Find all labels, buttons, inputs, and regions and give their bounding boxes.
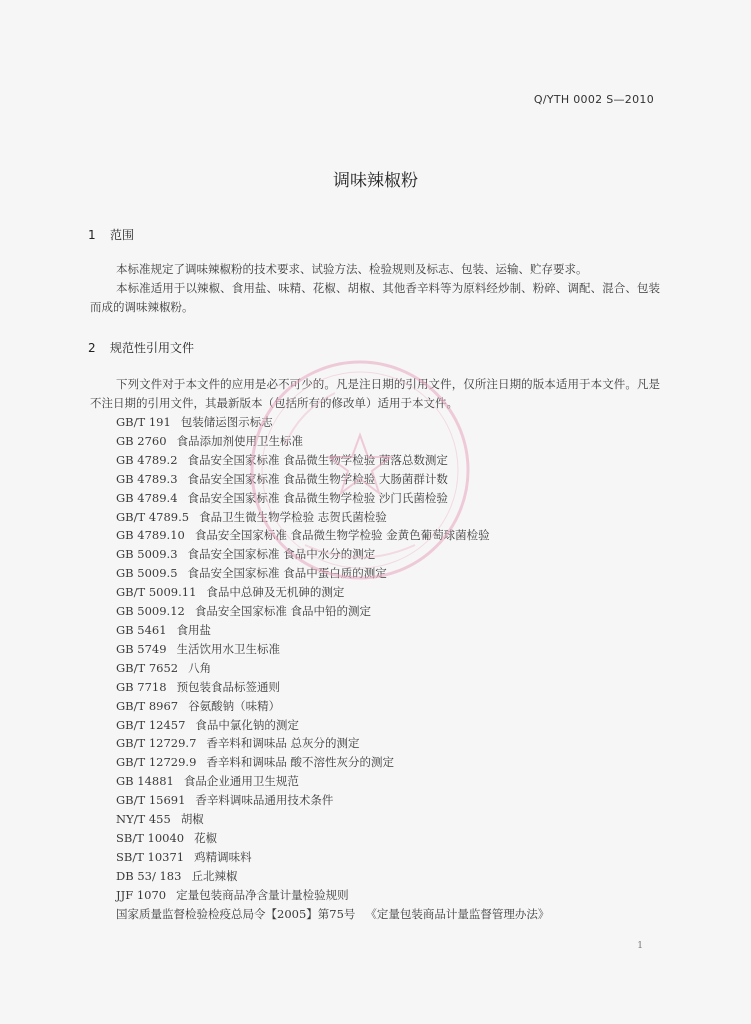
reference-code: GB/T 4789.5: [116, 509, 190, 524]
section-1-heading: [88, 226, 134, 243]
section-1-number: 1: [88, 228, 96, 242]
reference-code: GB 4789.2: [116, 452, 178, 467]
reference-item: [116, 451, 549, 470]
reference-code: GB/T 8967: [116, 698, 179, 713]
reference-item: [116, 564, 549, 583]
reference-title: 食品安全国家标准 食品微生物学检验 沙门氏菌检验: [187, 490, 448, 505]
reference-title: 食品安全国家标准 食品微生物学检验 金黄色葡萄球菌检验: [194, 528, 490, 543]
reference-item: [116, 829, 549, 848]
reference-item: [116, 489, 549, 508]
reference-code: GB 4789.3: [116, 471, 178, 486]
reference-title: 食品中总砷及无机砷的测定: [206, 585, 345, 600]
reference-item: [116, 470, 549, 489]
reference-code: GB 5461: [116, 622, 167, 637]
reference-item: [116, 545, 549, 564]
reference-title: 食品安全国家标准 食品微生物学检验 菌落总数测定: [187, 452, 448, 467]
reference-code: GB/T 5009.11: [116, 585, 197, 600]
reference-code: GB 4789.10: [116, 528, 185, 543]
section-2-heading: [88, 339, 194, 356]
reference-item: [116, 886, 549, 905]
reference-title: 食品安全国家标准 食品中水分的测定: [187, 547, 376, 562]
reference-item: [116, 772, 549, 791]
reference-title: 食品卫生微生物学检验 志贺氏菌检验: [199, 509, 387, 524]
reference-code: GB/T 7652: [116, 660, 179, 675]
reference-item: [116, 734, 549, 753]
reference-title: 香辛料调味品通用技术条件: [195, 793, 334, 808]
reference-list: [116, 413, 549, 923]
reference-item: [116, 753, 549, 772]
reference-item: [116, 697, 549, 716]
section-2-title: 规范性引用文件: [110, 341, 195, 355]
reference-code: GB 5749: [116, 641, 167, 656]
reference-code: GB 5009.5: [116, 566, 178, 581]
reference-item: [116, 791, 549, 810]
reference-code: GB/T 12729.9: [116, 755, 197, 770]
reference-title: 《定量包装商品计量监督管理办法》: [365, 906, 550, 921]
reference-title: 鸡精调味料: [194, 849, 252, 864]
reference-title: 谷氨酸钠（味精）: [188, 698, 281, 713]
reference-item: [116, 432, 549, 451]
reference-title: 花椒: [194, 830, 218, 845]
reference-title: 预包装食品标签通则: [176, 679, 281, 694]
reference-code: 国家质量监督检验检疫总局令【2005】第75号: [116, 906, 356, 921]
reference-item: [116, 905, 549, 924]
reference-title: 胡椒: [180, 812, 204, 827]
reference-code: GB/T 15691: [116, 793, 186, 808]
reference-code: SB/T 10371: [116, 849, 185, 864]
reference-code: GB 4789.4: [116, 490, 178, 505]
reference-title: 生活饮用水卫生标准: [176, 641, 281, 656]
reference-code: SB/T 10040: [116, 830, 185, 845]
reference-title: 定量包装商品净含量计量检验规则: [176, 887, 349, 902]
reference-item: [116, 583, 549, 602]
reference-title: 丘北辣椒: [191, 868, 238, 883]
document-code: Q/YTH 0002 S—2010: [533, 93, 654, 106]
reference-code: JJF 1070: [116, 887, 167, 902]
reference-title: 食品安全国家标准 食品微生物学检验 大肠菌群计数: [187, 471, 448, 486]
reference-item: [116, 867, 549, 886]
section-1-paragraph-1: 本标准规定了调味辣椒粉的技术要求、试验方法、检验规则及标志、包装、运输、贮存要求。: [116, 262, 588, 276]
reference-item: [116, 640, 549, 659]
reference-title: 食品添加剂使用卫生标准: [176, 433, 304, 448]
reference-title: 食品企业通用卫生规范: [183, 774, 299, 789]
reference-title: 香辛料和调味品 酸不溶性灰分的测定: [206, 755, 395, 770]
reference-item: [116, 526, 549, 545]
section-2-number: 2: [88, 341, 96, 355]
section-1-title: 范围: [110, 228, 135, 242]
reference-code: GB/T 191: [116, 415, 171, 429]
reference-code: GB/T 12457: [116, 717, 186, 732]
reference-code: DB 53/ 183: [116, 868, 182, 883]
reference-code: NY/T 455: [116, 812, 171, 827]
reference-title: 包装储运图示标志: [180, 415, 273, 429]
reference-item: [116, 508, 549, 527]
reference-item: [116, 602, 549, 621]
reference-item: [116, 678, 549, 697]
reference-title: 香辛料和调味品 总灰分的测定: [206, 736, 360, 751]
section-2-intro: 下列文件对于本文件的应用是必不可少的。凡是注日期的引用文件，仅所注日期的版本适用于本文件。凡是不注日期的引用文件，其最新版本（包括所有的修改单）适用于本文件。: [90, 377, 660, 410]
reference-code: GB 5009.12: [116, 604, 185, 619]
reference-code: GB 2760: [116, 433, 167, 448]
reference-code: GB 5009.3: [116, 547, 178, 562]
reference-item: [116, 621, 549, 640]
section-1-paragraph-2: 本标准适用于以辣椒、食用盐、味精、花椒、胡椒、其他香辛料等为原料经炒制、粉碎、调配、混合、包装而成的调味辣椒粉。: [90, 281, 660, 314]
reference-item: [116, 413, 549, 432]
reference-title: 食品中氯化钠的测定: [195, 717, 299, 732]
document-title: 调味辣椒粉: [333, 171, 418, 191]
reference-title: 食品安全国家标准 食品中蛋白质的测定: [187, 566, 387, 581]
page-number: 1: [637, 941, 643, 951]
reference-code: GB 7718: [116, 679, 167, 694]
reference-title: 食用盐: [176, 622, 212, 637]
reference-title: 八角: [188, 660, 212, 675]
reference-title: 食品安全国家标准 食品中铅的测定: [194, 604, 372, 619]
reference-item: [116, 716, 549, 735]
reference-item: [116, 659, 549, 678]
reference-code: GB 14881: [116, 774, 174, 789]
reference-code: GB/T 12729.7: [116, 736, 197, 751]
reference-item: [116, 848, 549, 867]
reference-item: [116, 810, 549, 829]
